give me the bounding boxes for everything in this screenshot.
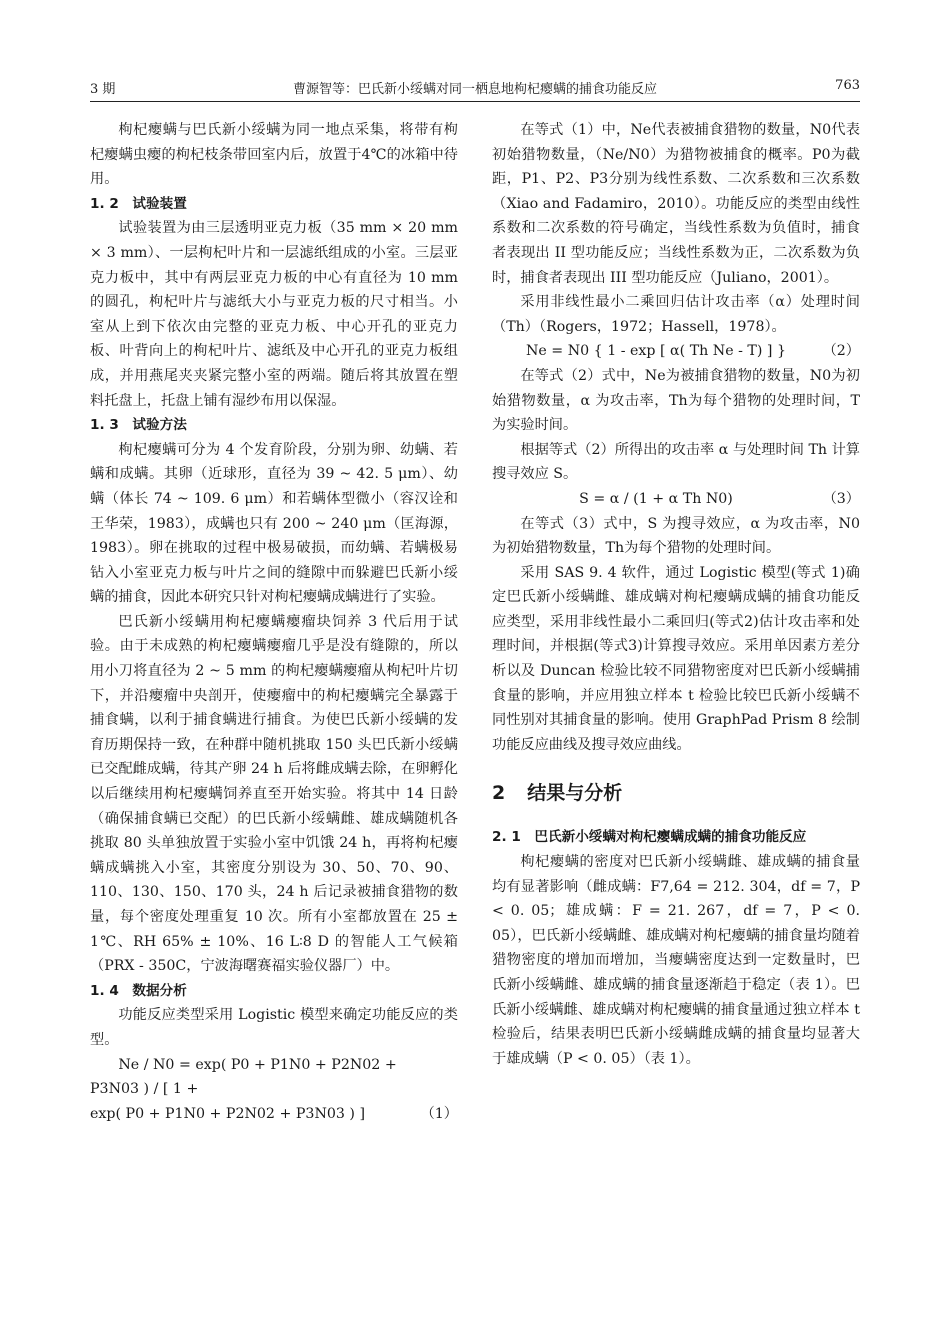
equation-3 [492,487,860,512]
equation-number: （3） [822,490,860,507]
paragraph: 枸杞瘿螨可分为 4 个发育阶段，分别为卵、幼螨、若螨和成螨。其卵（近球形，直径为 39 ~ 42. 5 μm）、幼螨（体长 74 ~ 109. 6 μm）和若螨体型微小（容汉诠和王华荣，1983），成螨也只有 200 ~ 240 μm（匡海源，1983）。卵在挑取的过程中极易破损，而幼螨、若螨极易钻入小室亚克力板与叶片之间的缝隙中而躲避巴氏新小绥螨的捕食，因此本研究只针对枸杞瘿螨成螨进行了实验。 [90,441,458,606]
paragraph: 在等式（1）中，Ne代表被捕食猎物的数量，N0代表初始猎物数量，（Ne/N0）为猎物被捕食的概率。P0为截距，P1、P2、P3分别为线性系数、二次系数和三次系数（Xiao and Fadamiro，2010）。功能反应的类型由线性系数和二次系数的符号确定，当线性系数为负值时，捕食者表现出 II 型功能反应；当线性系数为正，二次系数为负时，捕食者表现出 III 型功能反应（Juliano，2001）。 [492,122,860,286]
subsection-heading: 1. 2 试验装置 [90,195,187,212]
subsection-heading: 1. 4 数据分析 [90,982,187,999]
paragraph: 功能反应类型采用 Logistic 模型来确定功能反应的类型。 [90,1007,458,1048]
subsection-heading: 1. 3 试验方法 [90,417,187,434]
page-number: 763 [835,78,860,93]
equation-2 [492,339,860,364]
issue-label: 3 期 [90,82,116,97]
equation-2-text: Ne = N0 { 1 - exp [ α( Th Ne - T) ] } [525,343,787,360]
paragraph: 采用 SAS 9. 4 软件，通过 Logistic 模型(等式 1)确定巴氏新小绥螨雌、雄成螨对枸杞瘿螨成螨的捕食功能反应类型，采用非线性最小二乘回归(等式2)估计攻击率和处理时间，并根据(等式3)计算搜寻效应。采用单因素方差分析以及 Duncan 检验比较不同猎物密度对巴氏新小绥螨捕食量的影响，并应用独立样本 t 检验比较巴氏新小绥螨不同性别对其捕食量的影响。使用 GraphPad Prism 8 绘制功能反应曲线及搜寻效应曲线。 [492,564,860,753]
paragraph: 巴氏新小绥螨用枸杞瘿螨瘿瘤块饲养 3 代后用于试验。由于未成熟的枸杞瘿螨瘿瘤几乎是没有缝隙的，所以用小刀将直径为 2 ~ 5 mm 的枸杞瘿螨瘿瘤从枸杞叶片切下，并沿瘿瘤中央剖开，使瘿瘤中的枸杞瘿螨完全暴露于捕食螨，以利于捕食螨进行捕食。为使巴氏新小绥螨的发育历期保持一致，在种群中随机挑取 150 头巴氏新小绥螨已交配雌成螨，待其产卵 24 h 后将雌成螨去除，在卵孵化以后继续用枸杞瘿螨饲养直至开始实验。将其中 14 日龄（确保捕食螨已交配）的巴氏新小绥螨雌、雄成螨随机各挑取 80 头单独放置于实验小室中饥饿 24 h，再将枸杞瘿螨成螨挑入小室，其密度分别设为 30、50、70、90、110、130、150、170 头，24 h 后记录被捕食猎物的数量，每个密度处理重复 10 次。所有小室都放置在 25 ± 1℃、RH 65% ± 10%、16 L∶8 D 的智能人工气候箱（PRX - 350C，宁波海曙赛福实验仪器厂）中。 [90,613,458,975]
subsection-heading: 2. 1 巴氏新小绥螨对枸杞瘿螨成螨的捕食功能反应 [492,829,807,846]
equation-1-line-1: Ne / N0 = exp( P0 + P1N0 + P2N02 + P3N03 ) / [ 1 + [90,1056,397,1098]
equation-3-text: S = α / (1 + α Th N0) [579,490,733,507]
paragraph: 试验装置为由三层透明亚克力板（35 mm × 20 mm × 3 mm）、一层枸杞叶片和一层滤纸组成的小室。三层亚克力板中，其中有两层亚克力板的中心有直径为 10 mm 的圆孔，枸杞叶片与滤纸大小与亚克力板的尺寸相当。小室从上到下依次由完整的亚克力板、中心开孔的亚克力板、叶背向上的枸杞叶片、滤纸及中心开孔的亚克力板组成，并用燕尾夹夹紧完整小室的两端。随后将其放置在塑料托盘上，托盘上铺有湿纱布用以保湿。 [90,220,458,409]
equation-1-line-2 [90,1102,458,1127]
equation-1-text: exp( P0 + P1N0 + P2N02 + P3N03 ) ] [90,1105,366,1122]
section-number: 2 [492,782,506,805]
running-header [90,78,860,100]
paragraph: 枸杞瘿螨的密度对巴氏新小绥螨雌、雄成螨的捕食量均有显著影响（雌成螨：F7,64 = 212. 304，df = 7，P < 0. 05；雄成螨：F = 21. 267，df = 7，P < 0. 05），巴氏新小绥螨雌、雄成螨对枸杞瘿螨的捕食量均随着猎物密度的增加而增加，当瘿螨密度达到一定数量时，巴氏新小绥螨雌、雄成螨的捕食量逐渐趋于稳定（表 1）。巴氏新小绥螨雌、雄成螨对枸杞瘿螨的捕食量通过独立样本 t 检验后，结果表明巴氏新小绥螨雌成螨的捕食量均显著大于雄成螨（P < 0. 05）（表 1）。 [492,854,860,1067]
equation-number: （1） [420,1105,458,1122]
paragraph: 枸杞瘿螨与巴氏新小绥螨为同一地点采集，将带有枸杞瘿螨虫瘿的枸杞枝条带回室内后，放置于4℃的冰箱中待用。 [90,122,458,188]
running-title: 曹源智等：巴氏新小绥螨对同一栖息地枸杞瘿螨的捕食功能反应 [292,82,657,97]
paragraph: 采用非线性最小二乘回归估计攻击率（α）处理时间（Th）（Rogers，1972；Hassell，1978）。 [492,294,860,335]
paragraph: 根据等式（2）所得出的攻击率 α 与处理时间 Th 计算搜寻效应 S。 [492,441,860,483]
paragraph: 在等式（2）式中，Ne为被捕食猎物的数量，N0为初始猎物数量，α 为攻击率，Th为每个猎物的处理时间，T 为实验时间。 [492,367,860,434]
section-heading [492,779,860,807]
paragraph: 在等式（3）式中，S 为搜寻效应，α 为攻击率，N0为初始猎物数量，Th为每个猎物的处理时间。 [492,515,860,557]
left-column [90,118,458,1126]
right-column [492,118,860,1071]
equation-number: （2） [822,343,860,360]
header-rule [90,101,860,102]
section-title: 结果与分析 [527,782,623,805]
